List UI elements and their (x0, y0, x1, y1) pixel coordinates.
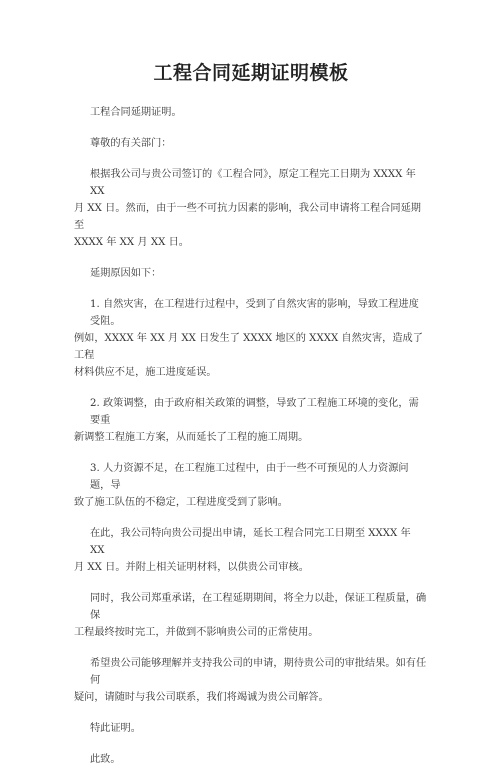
closing-certify: 特此证明。 (90, 723, 141, 734)
request-line-1: 在此，我公司特向贵公司提出申请，延长工程合同完工日期至 XXXX 年 XX (90, 528, 411, 556)
intro-line-3: XXXX 年 XX 月 XX 日。 (74, 237, 189, 248)
hope-paragraph (74, 655, 428, 706)
intro-line-2: 月 XX 日。然而，由于一些不可抗力因素的影响，我公司申请将工程合同延期至 (74, 203, 421, 231)
reason-3-line-2: 致了施工队伍的不稳定，工程进度受到了影响。 (74, 497, 288, 508)
request-paragraph (74, 525, 428, 576)
salutation: 尊敬的有关部门： (90, 138, 172, 149)
promise-line-2: 工程最终按时完工，并做到不影响贵公司的正常使用。 (74, 627, 319, 638)
reason-2-line-2: 新调整工程施工方案，从而延长了工程的施工周期。 (74, 432, 309, 443)
reason-1-line-3: 材料供应不足，施工进度延误。 (74, 367, 217, 378)
reasons-heading: 延期原因如下： (90, 268, 162, 279)
reason-3-line-1: 3. 人力资源不足，在工程施工过程中，由于一些不可预见的人力资源问题，导 (90, 463, 409, 491)
heading-line: 工程合同延期证明。 (90, 107, 182, 118)
reason-2-line-1: 2. 政策调整，由于政府相关政策的调整，导致了工程施工环境的变化，需要重 (90, 398, 419, 426)
reason-1-line-1: 1. 自然灾害，在工程进行过程中，受到了自然灾害的影响，导致工程进度受阻。 (90, 299, 419, 327)
reason-item-2 (74, 395, 428, 446)
intro-line-1: 根据我公司与贵公司签订的《工程合同》，原定工程完工日期为 XXXX 年 XX (90, 169, 416, 197)
request-line-2: 月 XX 日。并附上相关证明材料，以供贵公司审核。 (74, 562, 309, 573)
hope-line-2: 疑问，请随时与我公司联系，我们将竭诚为贵公司解答。 (74, 692, 329, 703)
promise-line-1: 同时，我公司郑重承诺，在工程延期期间，将全力以赴，保证工程质量，确保 (90, 593, 427, 621)
hope-line-1: 希望贵公司能够理解并支持我公司的申请，期待贵公司的审批结果。如有任何 (90, 658, 427, 686)
intro-paragraph (74, 166, 428, 251)
document-title: 工程合同延期证明模板 (153, 62, 349, 84)
reason-1-line-2: 例如，XXXX 年 XX 月 XX 日发生了 XXXX 地区的 XXXX 自然灾害，造成了工程 (74, 333, 423, 361)
closing-regards: 此致。 (90, 754, 121, 765)
reason-item-1 (74, 296, 428, 381)
reason-item-3 (74, 460, 428, 511)
promise-paragraph (74, 590, 428, 641)
